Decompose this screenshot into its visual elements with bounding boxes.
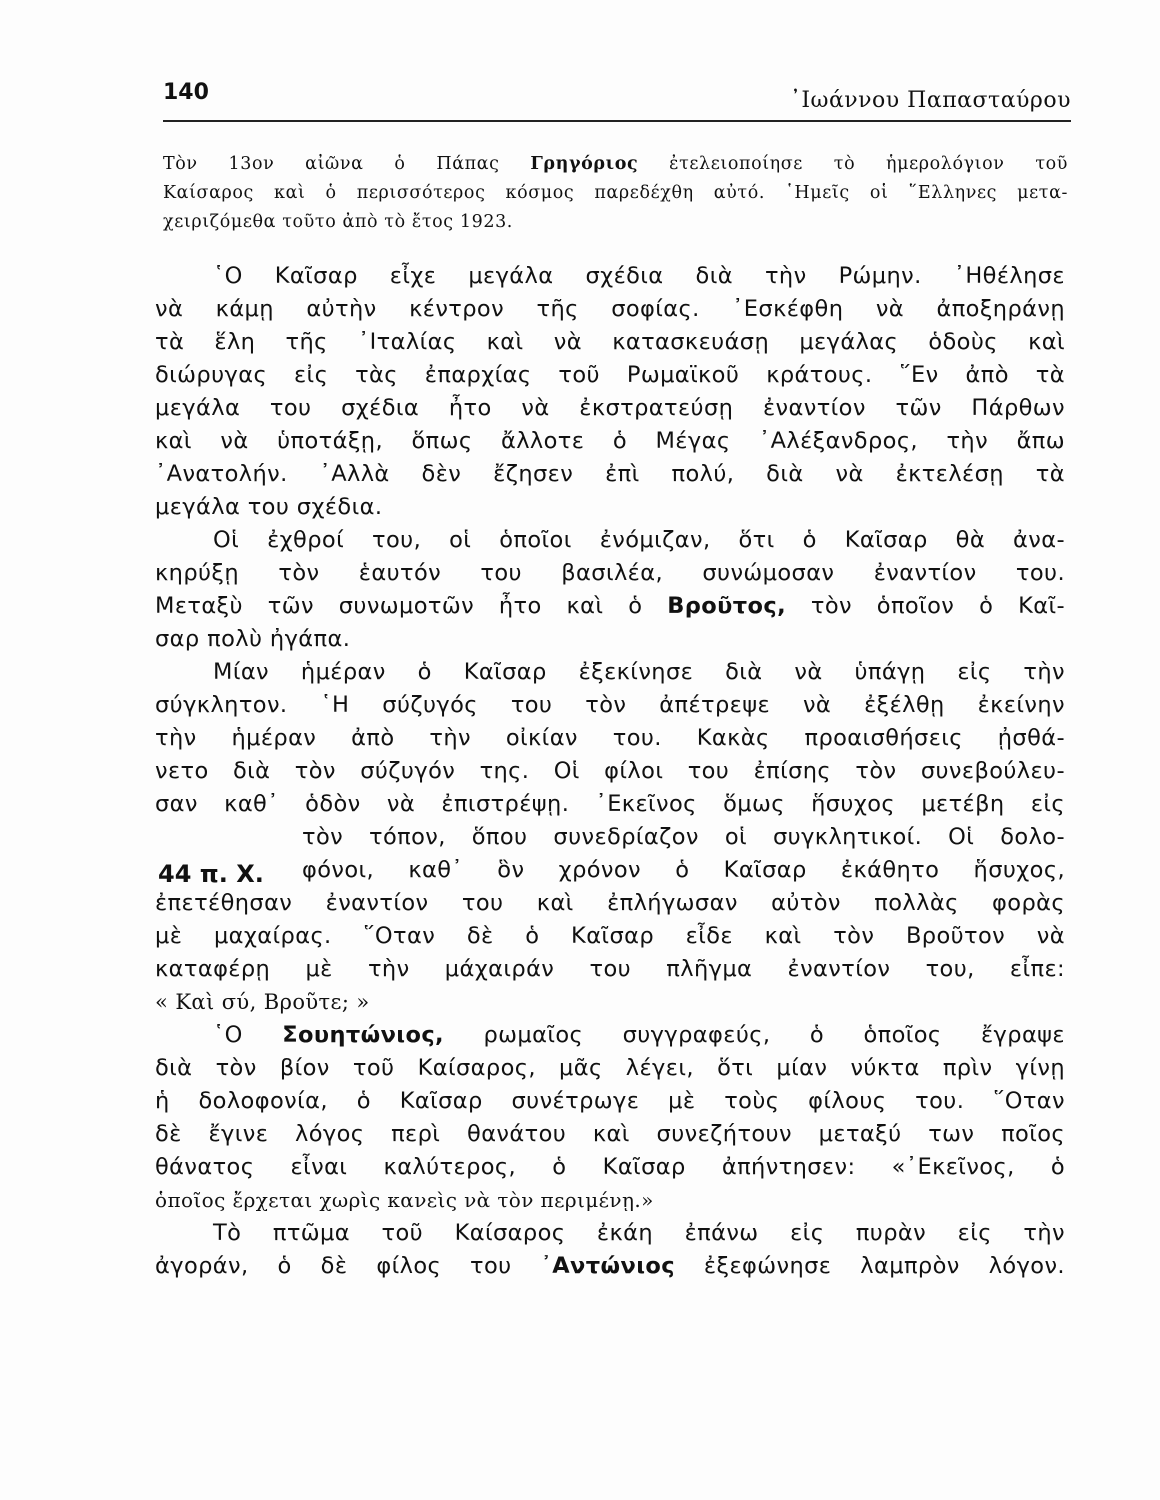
body-text-run: μὲ μαχαίρας. ῞Οταν δὲ ὁ Καῖσαρ εἶδε καὶ τὸν Βροῦτον νὰ bbox=[155, 923, 1065, 949]
body-line bbox=[155, 1151, 1065, 1184]
bold-proper-name: Βροῦτος, bbox=[667, 593, 787, 619]
body-line bbox=[155, 458, 1065, 491]
body-text bbox=[155, 260, 1065, 1283]
footnote-text: Τὸν 13ον αἰῶνα ὁ Πάπας bbox=[163, 154, 531, 174]
page-number: 140 bbox=[163, 80, 209, 105]
body-text-run: τὸν ὁποῖον ὁ Καῖ- bbox=[786, 593, 1065, 619]
body-line bbox=[155, 821, 1065, 854]
footnote-text: χειριζόμεθα τοῦτο ἀπὸ τὸ ἔτος 1923. bbox=[163, 212, 513, 232]
body-text-run: τὴν ἡμέραν ἀπὸ τὴν οἰκίαν του. Κακὰς προαισθήσεις ᾐσθά- bbox=[155, 725, 1065, 751]
body-text-run: μεγάλα του σχέδια. bbox=[155, 494, 383, 520]
body-text-run: ᾿Ανατολήν. ᾿Αλλὰ δὲν ἔζησεν ἐπὶ πολύ, διὰ νὰ ἐκτελέσῃ τὰ bbox=[155, 461, 1065, 487]
body-text-run: ὁποῖος ἔρχεται χωρὶς κανεὶς νὰ τὸν περιμένῃ.» bbox=[155, 1188, 654, 1212]
body-text-run: καὶ νὰ ὑποτάξῃ, ὅπως ἄλλοτε ὁ Μέγας ᾿Αλέξανδρος, τὴν ἄπω bbox=[155, 428, 1065, 454]
body-line bbox=[155, 524, 1065, 557]
running-head: ᾿Ιωάννου Παπασταύρου bbox=[789, 88, 1071, 113]
body-line bbox=[155, 293, 1065, 326]
body-line bbox=[155, 1250, 1065, 1283]
bold-proper-name: ᾿Αντώνιος bbox=[540, 1253, 675, 1279]
body-text-run: μεγάλα του σχέδια ἦτο νὰ ἐκστρατεύσῃ ἐναντίον τῶν Πάρθων bbox=[155, 395, 1065, 421]
body-text-run: νὰ κάμῃ αὐτὴν κέντρον τῆς σοφίας. ᾿Εσκέφθη νὰ ἀποξηράνῃ bbox=[155, 296, 1065, 322]
body-line bbox=[155, 1184, 1065, 1217]
body-line bbox=[155, 887, 1065, 920]
body-text-run: δὲ ἔγινε λόγος περὶ θανάτου καὶ συνεζήτουν μεταξύ των ποῖος bbox=[155, 1121, 1065, 1147]
body-line bbox=[155, 425, 1065, 458]
body-line bbox=[155, 689, 1065, 722]
body-line bbox=[155, 1019, 1065, 1052]
body-text-run: Οἱ ἐχθροί του, οἱ ὁποῖοι ἐνόμιζαν, ὅτι ὁ Καῖσαρ θὰ ἀνα- bbox=[213, 527, 1065, 553]
body-text-run: τὸν τόπον, ὅπου συνεδρίαζον οἱ συγκλητικοί. Οἱ δολο- bbox=[302, 824, 1065, 850]
body-line bbox=[155, 557, 1065, 590]
body-text-run: ἡ δολοφονία, ὁ Καῖσαρ συνέτρωγε μὲ τοὺς φίλους του. ῞Οταν bbox=[155, 1088, 1065, 1114]
body-line bbox=[155, 623, 1065, 656]
body-text-run: καταφέρῃ μὲ τὴν μάχαιράν του πλῆγμα ἐναντίον του, εἶπε: bbox=[155, 956, 1065, 982]
body-line bbox=[155, 854, 1065, 887]
body-text-run: Μίαν ἡμέραν ὁ Καῖσαρ ἐξεκίνησε διὰ νὰ ὑπάγῃ εἰς τὴν bbox=[213, 659, 1065, 685]
footnote-line bbox=[163, 150, 1068, 179]
body-text-run: τὰ ἕλη τῆς ᾿Ιταλίας καὶ νὰ κατασκευάσῃ μεγάλας ὁδοὺς καὶ bbox=[155, 329, 1065, 355]
body-text-run: ἐξεφώνησε λαμπρὸν λόγον. bbox=[674, 1253, 1065, 1279]
body-line bbox=[155, 788, 1065, 821]
body-line bbox=[155, 1085, 1065, 1118]
body-line bbox=[155, 953, 1065, 986]
body-line bbox=[155, 1118, 1065, 1151]
bold-proper-name: Σουητώνιος, bbox=[282, 1022, 445, 1048]
body-text-run: « Καὶ σύ, Βροῦτε; » bbox=[155, 990, 370, 1014]
body-line bbox=[155, 590, 1065, 623]
body-text-run: Μεταξὺ τῶν συνωμοτῶν ἦτο καὶ ὁ bbox=[155, 593, 668, 619]
body-line bbox=[155, 1217, 1065, 1250]
body-line bbox=[155, 260, 1065, 293]
body-line bbox=[155, 326, 1065, 359]
body-line bbox=[155, 755, 1065, 788]
body-line bbox=[155, 722, 1065, 755]
body-line bbox=[155, 920, 1065, 953]
body-text-run: κηρύξῃ τὸν ἑαυτόν του βασιλέα, συνώμοσαν ἐναντίον του. bbox=[155, 560, 1065, 586]
body-text-run: ῾Ο Καῖσαρ εἶχε μεγάλα σχέδια διὰ τὴν Ρώμην. ᾿Ηθέλησε bbox=[213, 263, 1065, 289]
body-line bbox=[155, 986, 1065, 1019]
body-text-run: διώρυγας εἰς τὰς ἐπαρχίας τοῦ Ρωμαϊκοῦ κράτους. ῞Εν ἀπὸ τὰ bbox=[155, 362, 1065, 388]
footnote-text: Καίσαρος καὶ ὁ περισσότερος κόσμος παρεδέχθη αὐτό. ῾Ημεῖς οἱ ῞Ελληνες μετα- bbox=[163, 183, 1068, 203]
page-header bbox=[163, 80, 1071, 120]
body-text-run: σαν καθ᾿ ὁδὸν νὰ ἐπιστρέψῃ. ᾿Εκεῖνος ὅμως ἥσυχος μετέβη εἰς bbox=[155, 791, 1065, 817]
body-line bbox=[155, 359, 1065, 392]
header-rule bbox=[163, 120, 1071, 122]
body-text-run: ρωμαῖος συγγραφεύς, ὁ ὁποῖος ἔγραψε bbox=[444, 1022, 1065, 1048]
body-text-run: φόνοι, καθ᾿ ὃν χρόνον ὁ Καῖσαρ ἐκάθητο ἥσυχος, bbox=[302, 857, 1065, 883]
footnote-line bbox=[163, 179, 1068, 208]
margin-date-note: 44 π. Χ. bbox=[158, 860, 264, 888]
body-text-run: Τὸ πτῶμα τοῦ Καίσαρος ἐκάη ἐπάνω εἰς πυρὰν εἰς τὴν bbox=[213, 1220, 1065, 1246]
body-line bbox=[155, 656, 1065, 689]
body-text-run: θάνατος εἶναι καλύτερος, ὁ Καῖσαρ ἀπήντησεν: «᾿Εκεῖνος, ὁ bbox=[155, 1154, 1065, 1180]
body-text-run: νετο διὰ τὸν σύζυγόν της. Οἱ φίλοι του ἐπίσης τὸν συνεβούλευ- bbox=[155, 758, 1065, 784]
body-text-run: ἐπετέθησαν ἐναντίον του καὶ ἐπλήγωσαν αὐτὸν πολλὰς φορὰς bbox=[155, 890, 1065, 916]
body-text-run: σαρ πολὺ ἠγάπα. bbox=[155, 626, 351, 652]
footnote-text: ἐτελειοποίησε τὸ ἡμερολόγιον τοῦ bbox=[638, 154, 1068, 174]
body-text-run: ῾Ο bbox=[213, 1022, 283, 1048]
body-text-run: ἀγοράν, ὁ δὲ φίλος του bbox=[155, 1253, 541, 1279]
footnote-line bbox=[163, 208, 1068, 237]
body-text-run: διὰ τὸν βίον τοῦ Καίσαρος, μᾶς λέγει, ὅτι μίαν νύκτα πρὶν γίνῃ bbox=[155, 1055, 1065, 1081]
footnote-block bbox=[163, 150, 1068, 237]
body-line bbox=[155, 392, 1065, 425]
body-line bbox=[155, 491, 1065, 524]
body-line bbox=[155, 1052, 1065, 1085]
footnote-bold-name: Γρηγόριος bbox=[530, 154, 639, 174]
body-text-run: σύγκλητον. ῾Η σύζυγός του τὸν ἀπέτρεψε νὰ ἐξέλθῃ ἐκείνην bbox=[155, 692, 1065, 718]
